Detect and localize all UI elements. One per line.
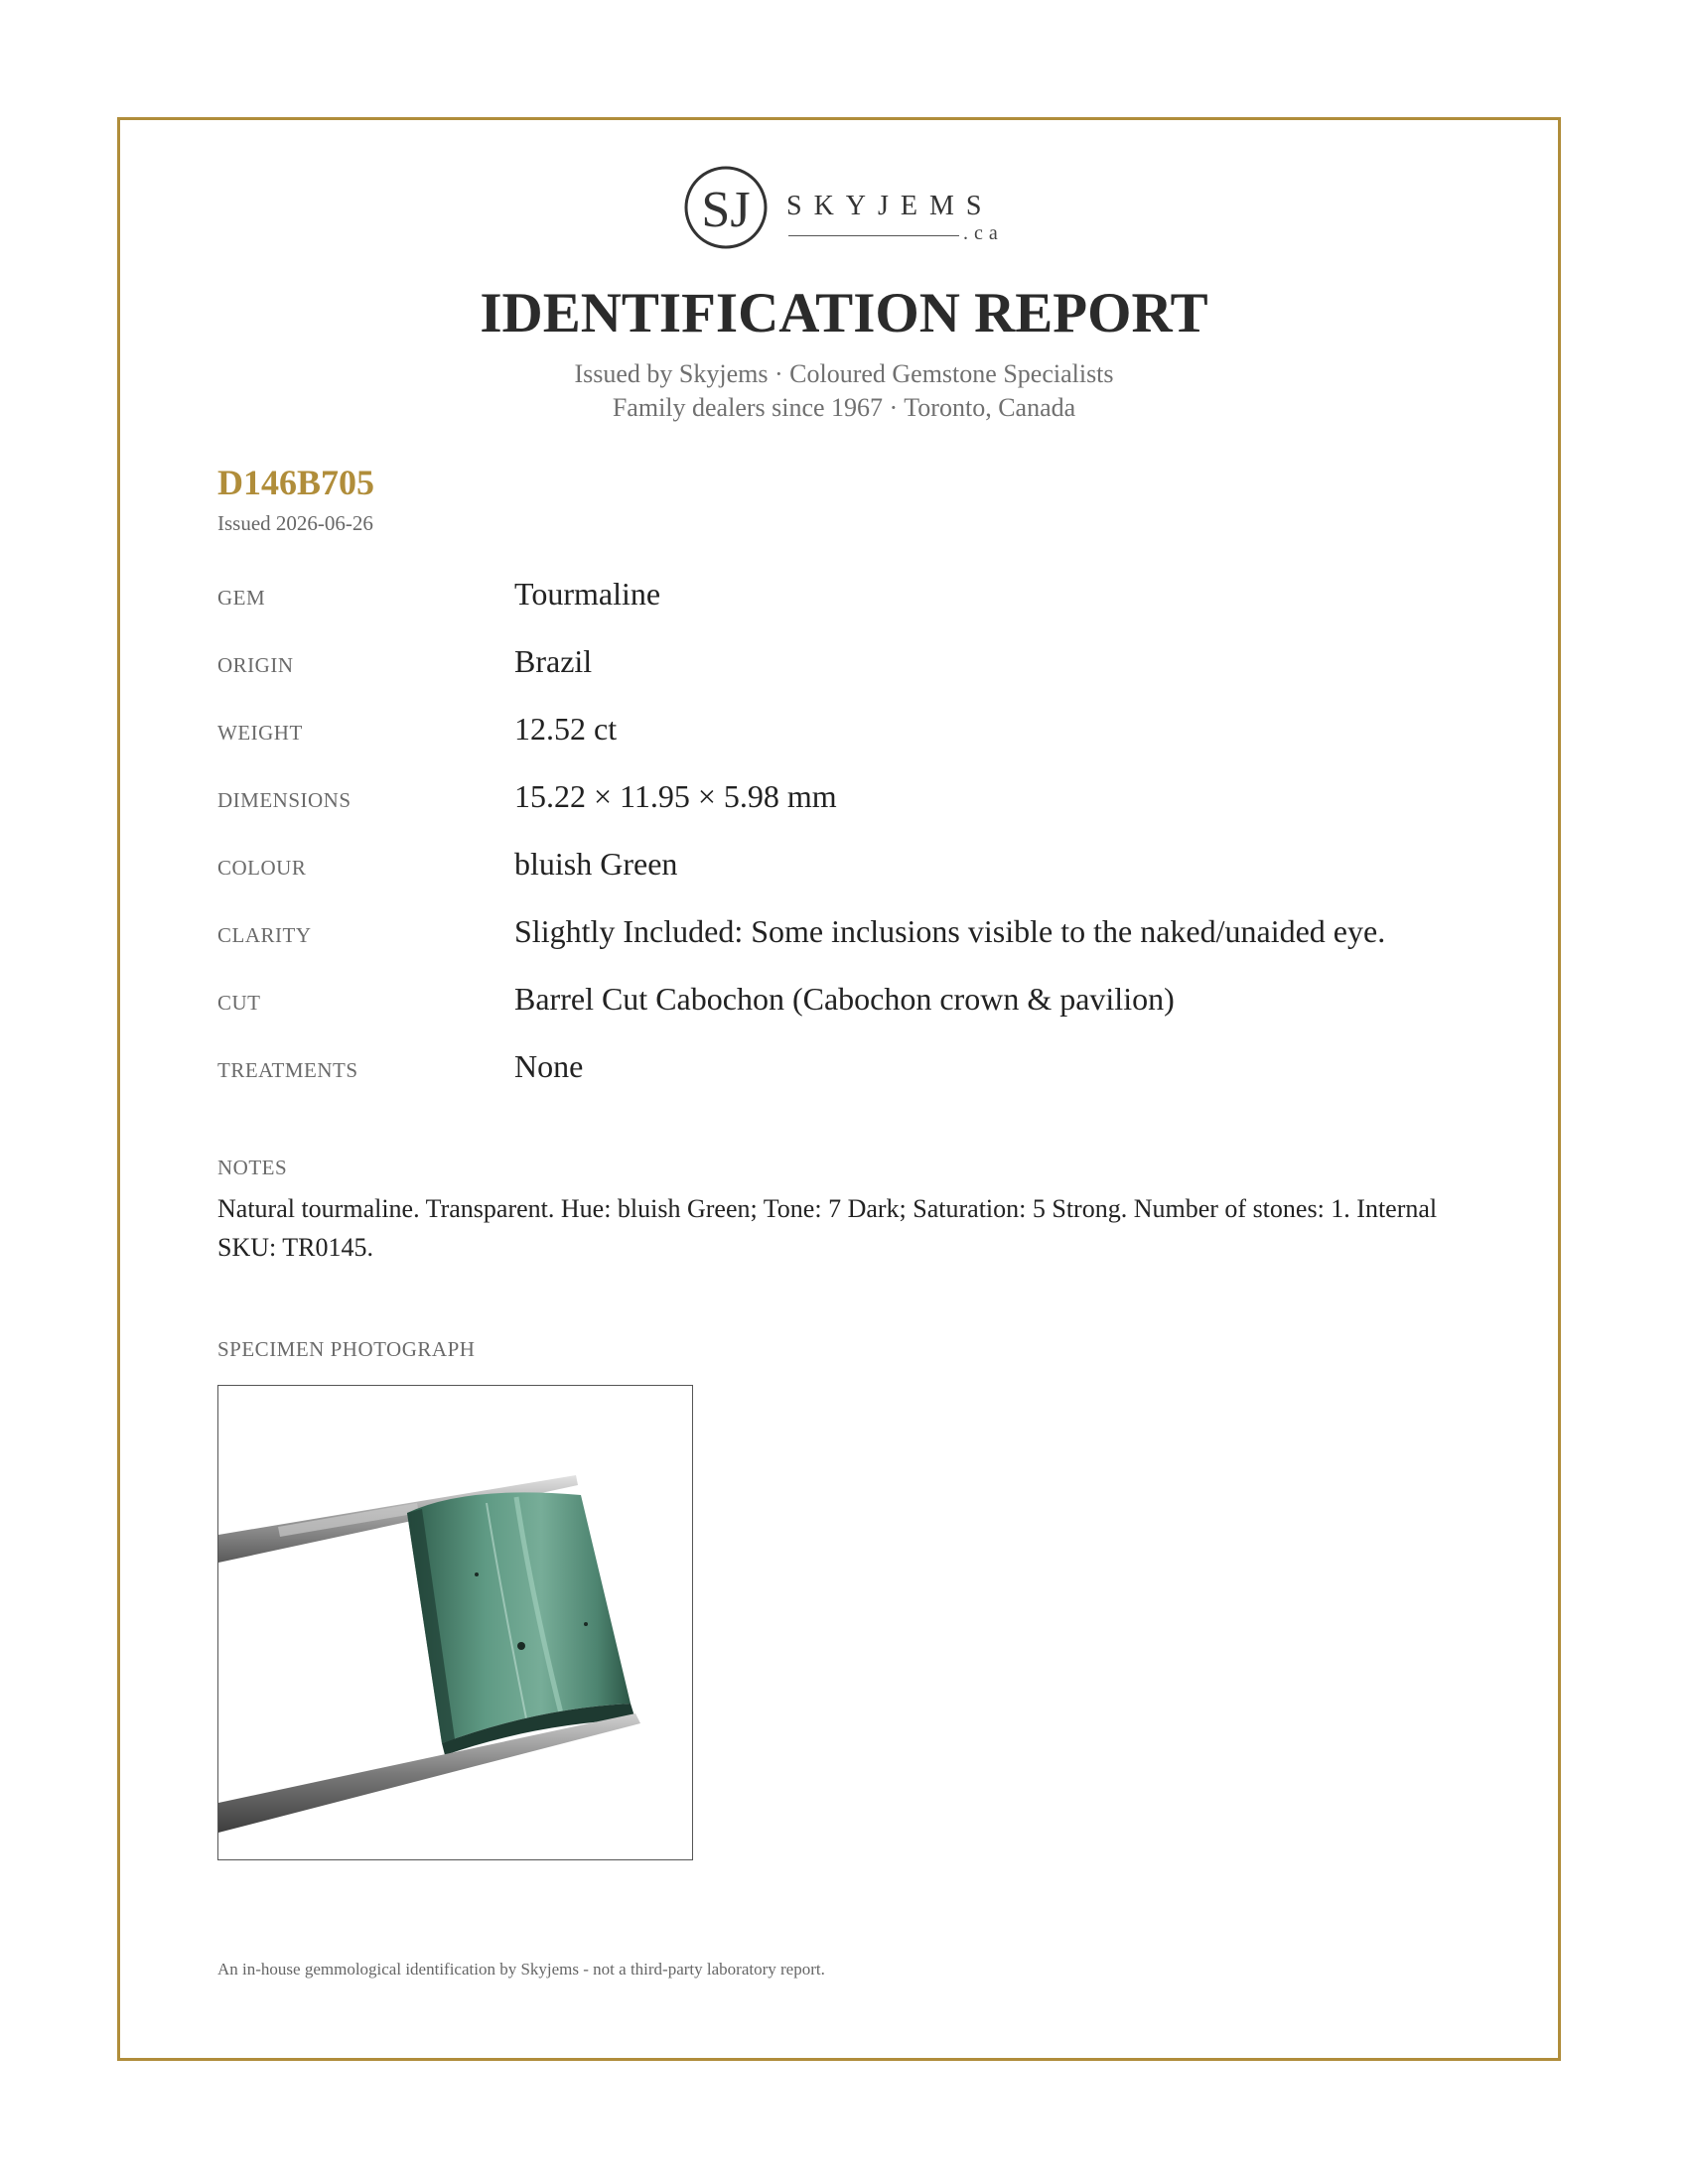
skyjems-logo (683, 165, 1004, 264)
notes-label: NOTES (217, 1156, 288, 1179)
field-value: Brazil (514, 643, 593, 679)
field-label: GEM (217, 586, 266, 610)
report-subtitle-issuer: Issued by Skyjems · Coloured Gemstone Specialists (574, 359, 1114, 388)
field-row-cut (217, 981, 1459, 1021)
field-value: 15.22 × 11.95 × 5.98 mm (514, 778, 837, 814)
logo-wordmark: SKYJEMS (786, 191, 994, 221)
field-value: 12.52 ct (514, 711, 618, 747)
report-subtitle-location: Family dealers since 1967 · Toronto, Canada (612, 393, 1076, 422)
specimen-photograph (217, 1385, 693, 1860)
notes-text: Natural tourmaline. Transparent. Hue: bluish Green; Tone: 7 Dark; Saturation: 5 Strong. Number of stones: 1. Internal SKU: TR0145. (217, 1194, 1438, 1262)
field-row-origin (217, 643, 1459, 683)
field-row-clarity (217, 913, 1459, 953)
field-label: DIMENSIONS (217, 788, 352, 812)
field-value: Tourmaline (514, 576, 661, 612)
report-issued-date: Issued 2026-06-26 (217, 511, 373, 535)
field-value: Barrel Cut Cabochon (Cabochon crown & pavilion) (514, 981, 1175, 1017)
field-row-colour (217, 846, 1459, 886)
field-label: TREATMENTS (217, 1058, 358, 1082)
field-label: CLARITY (217, 923, 312, 947)
field-row-treatments (217, 1048, 1459, 1088)
logo-domain-suffix: .ca (963, 222, 1004, 244)
field-value: Slightly Included: Some inclusions visible to the naked/unaided eye. (514, 913, 1386, 949)
field-row-weight (217, 711, 1459, 751)
report-id: D146B705 (217, 463, 375, 502)
specimen-photo-label: SPECIMEN PHOTOGRAPH (217, 1337, 476, 1361)
field-value: bluish Green (514, 846, 678, 882)
tourmaline-in-tweezers-image (218, 1386, 691, 1858)
logo-monogram-text: SJ (701, 182, 751, 238)
field-label: ORIGIN (217, 653, 294, 677)
report-title: IDENTIFICATION REPORT (480, 282, 1208, 344)
field-label: COLOUR (217, 856, 307, 880)
field-label: CUT (217, 991, 261, 1015)
field-label: WEIGHT (217, 721, 303, 745)
field-row-dimensions (217, 778, 1459, 818)
field-row-gem (217, 576, 1459, 615)
report-disclaimer: An in-house gemmological identification by Skyjems - not a third-party laboratory report. (217, 1960, 825, 1979)
field-value: None (514, 1048, 584, 1084)
sj-monogram-icon (683, 165, 769, 250)
logo-divider-line (788, 235, 959, 236)
